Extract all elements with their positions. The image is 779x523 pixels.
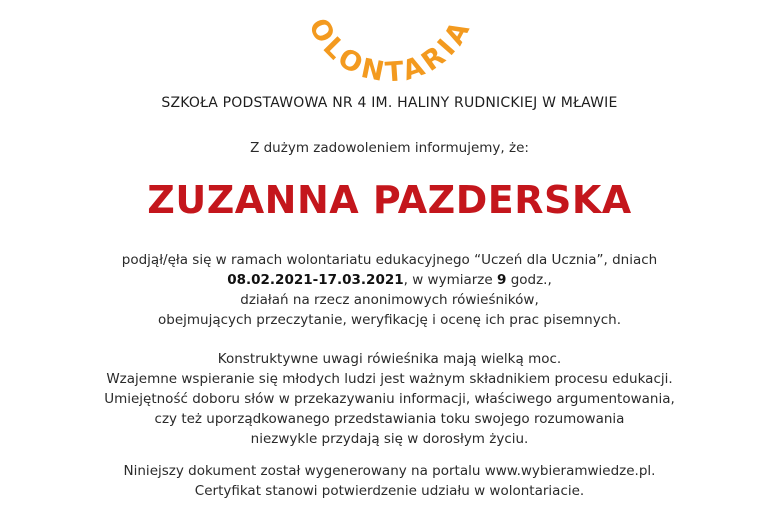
message-line: Konstruktywne uwagi rówieśnika mają wielką moc. [217, 351, 562, 367]
message-paragraph [0, 349, 779, 449]
details-paragraph [0, 250, 779, 330]
footer-paragraph [0, 461, 779, 501]
details-line-3: działań na rzecz anonimowych rówieśników, [240, 292, 539, 308]
details-line-4: obejmujących przeczytanie, weryfikację i ocenę ich prac pisemnych. [157, 312, 621, 328]
duration-label: , w wymiarze [403, 272, 497, 288]
message-line: niezwykle przydają się w dorosłym życiu. [250, 431, 529, 447]
details-line-1: podjął/ęła się w ramach wolontariatu edukacyjnego “Uczeń dla Ucznia”, dniach [121, 252, 658, 268]
date-range: 08.02.2021-17.03.2021 [227, 272, 404, 288]
school-name: SZKOŁA PODSTAWOWA NR 4 IM. HALINY RUDNICKIEJ W MŁAWIE [161, 95, 618, 111]
hours-unit: godz., [506, 272, 552, 288]
message-line: Umiejętność doboru słów w przekazywaniu informacji, właściwego argumentowania, [104, 391, 675, 407]
footer-line: Niniejszy dokument został wygenerowany na portalu www.wybieramwiedze.pl. [123, 463, 656, 479]
message-line: czy też uporządkowanego przedstawiania toku swojego rozumowania [154, 411, 625, 427]
footer-line: Certyfikat stanowi potwierdzenie udziału w wolontariacie. [194, 483, 585, 499]
message-line: Wzajemne wspieranie się młodych ludzi jest ważnym składnikiem procesu edukacji. [106, 371, 673, 387]
recipient-name: ZUZANNA PAZDERSKA [147, 178, 632, 222]
hours-value: 9 [497, 272, 507, 288]
intro-text: Z dużym zadowoleniem informujemy, że: [250, 140, 529, 156]
logo-text: OLONTARIA [302, 13, 478, 89]
details-line-2 [0, 270, 779, 290]
